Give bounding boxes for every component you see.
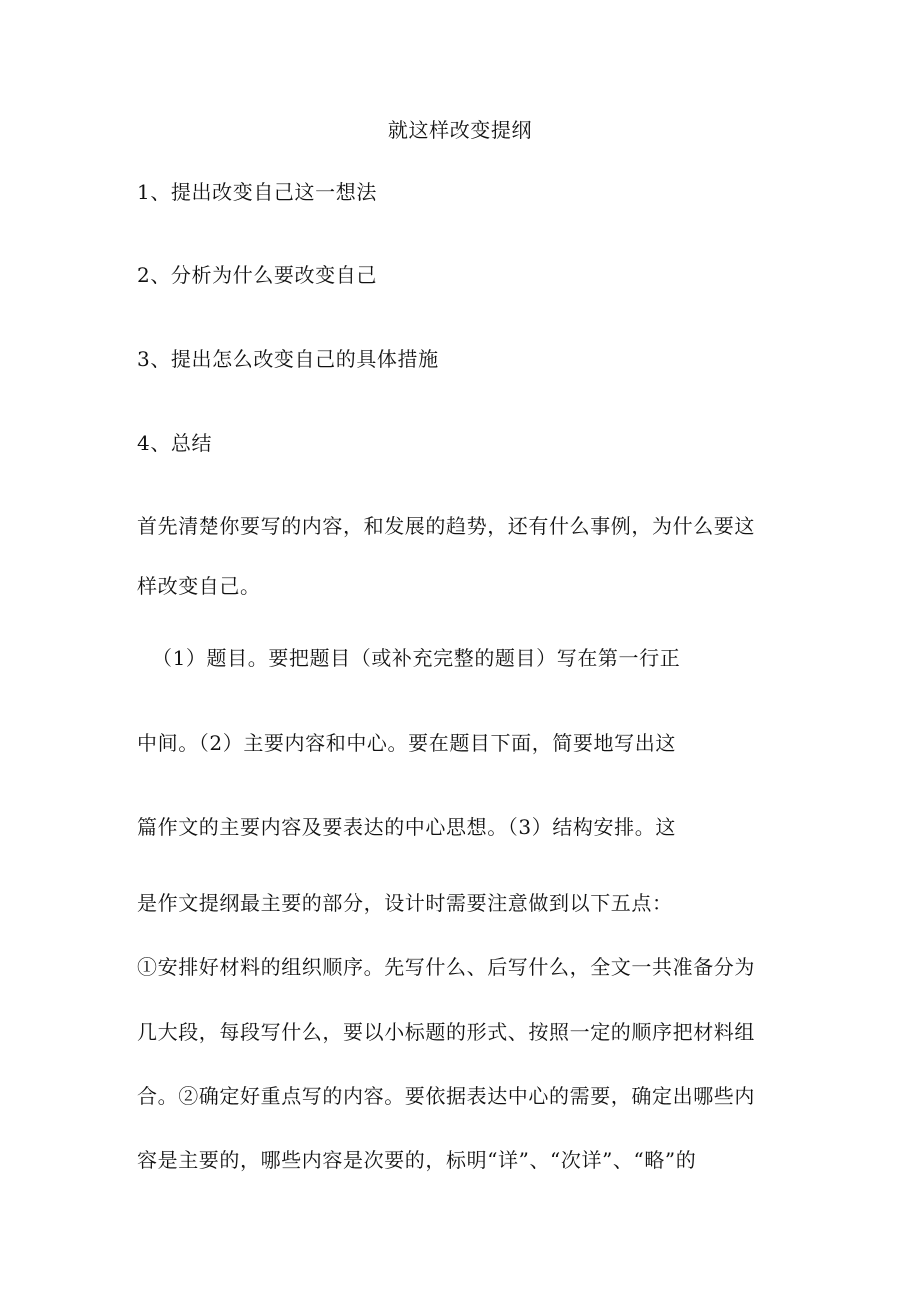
body-line-8: 容是主要的，哪些内容是次要的，标明“详”、“次详”、“略”的 xyxy=(137,1148,697,1172)
body-line-6: 几大段，每段写什么，要以小标题的形式、按照一定的顺序把材料组 xyxy=(137,1020,755,1044)
body-line-4: 是作文提纲最主要的部分，设计时需要注意做到以下五点： xyxy=(137,891,673,915)
intro-line-2: 样改变自己。 xyxy=(137,574,261,598)
document-title: 就这样改变提纲 xyxy=(387,118,533,142)
outline-item-3: 3、提出怎么改变自己的具体措施 xyxy=(137,347,439,371)
body-line-1: （1）题目。要把题目（或补充完整的题目）写在第一行正 xyxy=(152,646,681,670)
outline-item-1: 1、提出改变自己这一想法 xyxy=(137,180,377,204)
body-line-2: 中间。（2）主要内容和中心。要在题目下面，简要地写出这 xyxy=(137,731,676,755)
outline-item-2: 2、分析为什么要改变自己 xyxy=(137,263,377,287)
body-line-7: 合。②确定好重点写的内容。要依据表达中心的需要，确定出哪些内 xyxy=(137,1084,755,1108)
body-line-5: ①安排好材料的组织顺序。先写什么、后写什么，全文一共准备分为 xyxy=(137,955,755,979)
outline-item-4: 4、总结 xyxy=(137,431,213,455)
body-line-3: 篇作文的主要内容及要表达的中心思想。（3）结构安排。这 xyxy=(137,815,676,839)
intro-line-1: 首先清楚你要写的内容，和发展的趋势，还有什么事例，为什么要这 xyxy=(137,514,755,538)
